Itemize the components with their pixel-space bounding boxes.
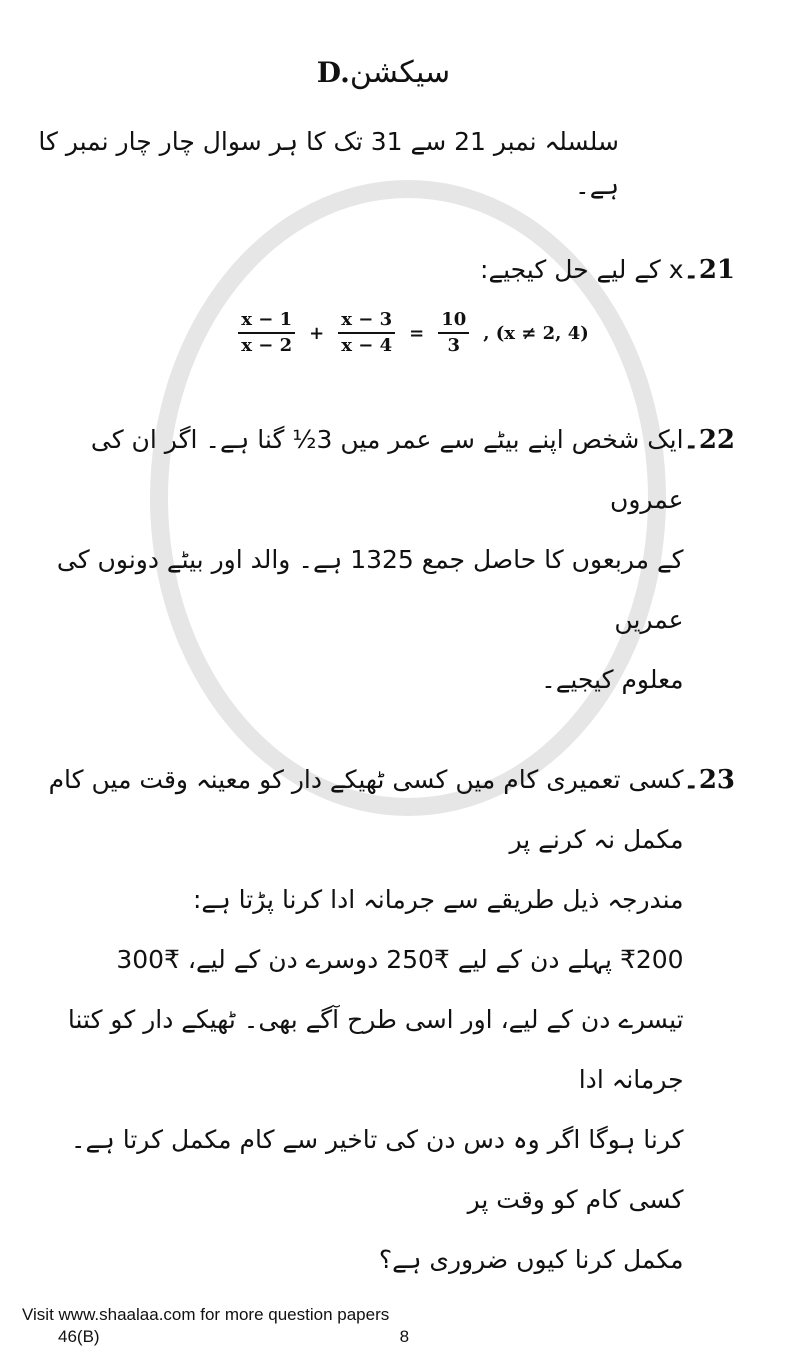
question-23-line: کرنا ہوگا اگر وہ دس دن کی تاخیر سے کام مکمل کرتا ہے۔ کسی کام کو وقت پر [70, 1125, 684, 1214]
question-23-line: مکمل کرنا کیوں ضروری ہے؟ [378, 1245, 684, 1274]
footer-meta [22, 1326, 800, 1348]
question-23-line: کسی تعمیری کام میں کسی ٹھیکے دار کو معینہ وقت میں کام مکمل نہ کرنے پر [48, 765, 684, 854]
question-22 [32, 410, 735, 710]
question-23-line: مندرجہ ذیل طریقے سے جرمانہ ادا کرنا پڑتا ہے: [193, 885, 684, 914]
section-title [32, 48, 735, 98]
question-23-number: 23۔ [683, 765, 735, 795]
condition: , (x ≠ 2, 4) [483, 322, 589, 344]
footer [0, 1290, 800, 1354]
footer-link[interactable]: Visit www.shaalaa.com for more question papers [22, 1305, 390, 1324]
equals-sign: = [409, 322, 425, 344]
question-21 [32, 240, 735, 300]
section-word: سیکشن [349, 55, 451, 90]
question-21-number: 21۔ [683, 255, 735, 285]
paper-code: 46(B) [58, 1327, 100, 1346]
plus-sign: + [309, 322, 325, 344]
question-21-text: x کے لیے حل کیجیے: [480, 255, 684, 284]
question-23-body [32, 750, 684, 1290]
question-23-line: تیسرے دن کے لیے، اور اسی طرح آگے بھی۔ ٹھیکے دار کو کتنا جرمانہ ادا [67, 1005, 684, 1094]
fraction-numerator: x − 3 [338, 308, 395, 334]
question-22-line: ایک شخص اپنے بیٹے سے عمر میں 3½ گنا ہے۔ اگر ان کی عمروں [90, 425, 684, 514]
question-23-line: ₹200 پہلے دن کے لیے ₹250 دوسرے دن کے لیے، ₹300 [116, 945, 684, 974]
question-21-body [32, 240, 684, 300]
question-22-line: کے مربعوں کا حاصل جمع 1325 ہے۔ والد اور بیٹے دونوں کی عمریں [56, 545, 684, 634]
fraction-numerator: x − 1 [238, 308, 295, 334]
question-22-number: 22۔ [683, 425, 735, 455]
question-21-equation [92, 308, 735, 358]
fraction-denominator: x − 4 [341, 335, 393, 356]
page-number: 8 [399, 1327, 410, 1346]
section-letter: D. [316, 56, 350, 89]
fraction-denominator: 3 [447, 335, 460, 356]
fraction-denominator: x − 2 [241, 335, 293, 356]
question-23 [32, 750, 735, 1290]
question-22-line: معلوم کیجیے۔ [541, 665, 684, 694]
instructions: سلسلہ نمبر 21 سے 31 تک کا ہر سوال چار چار نمبر کا ہے۔ [38, 127, 619, 200]
question-22-body [32, 410, 684, 710]
fraction-numerator: 10 [438, 308, 469, 334]
